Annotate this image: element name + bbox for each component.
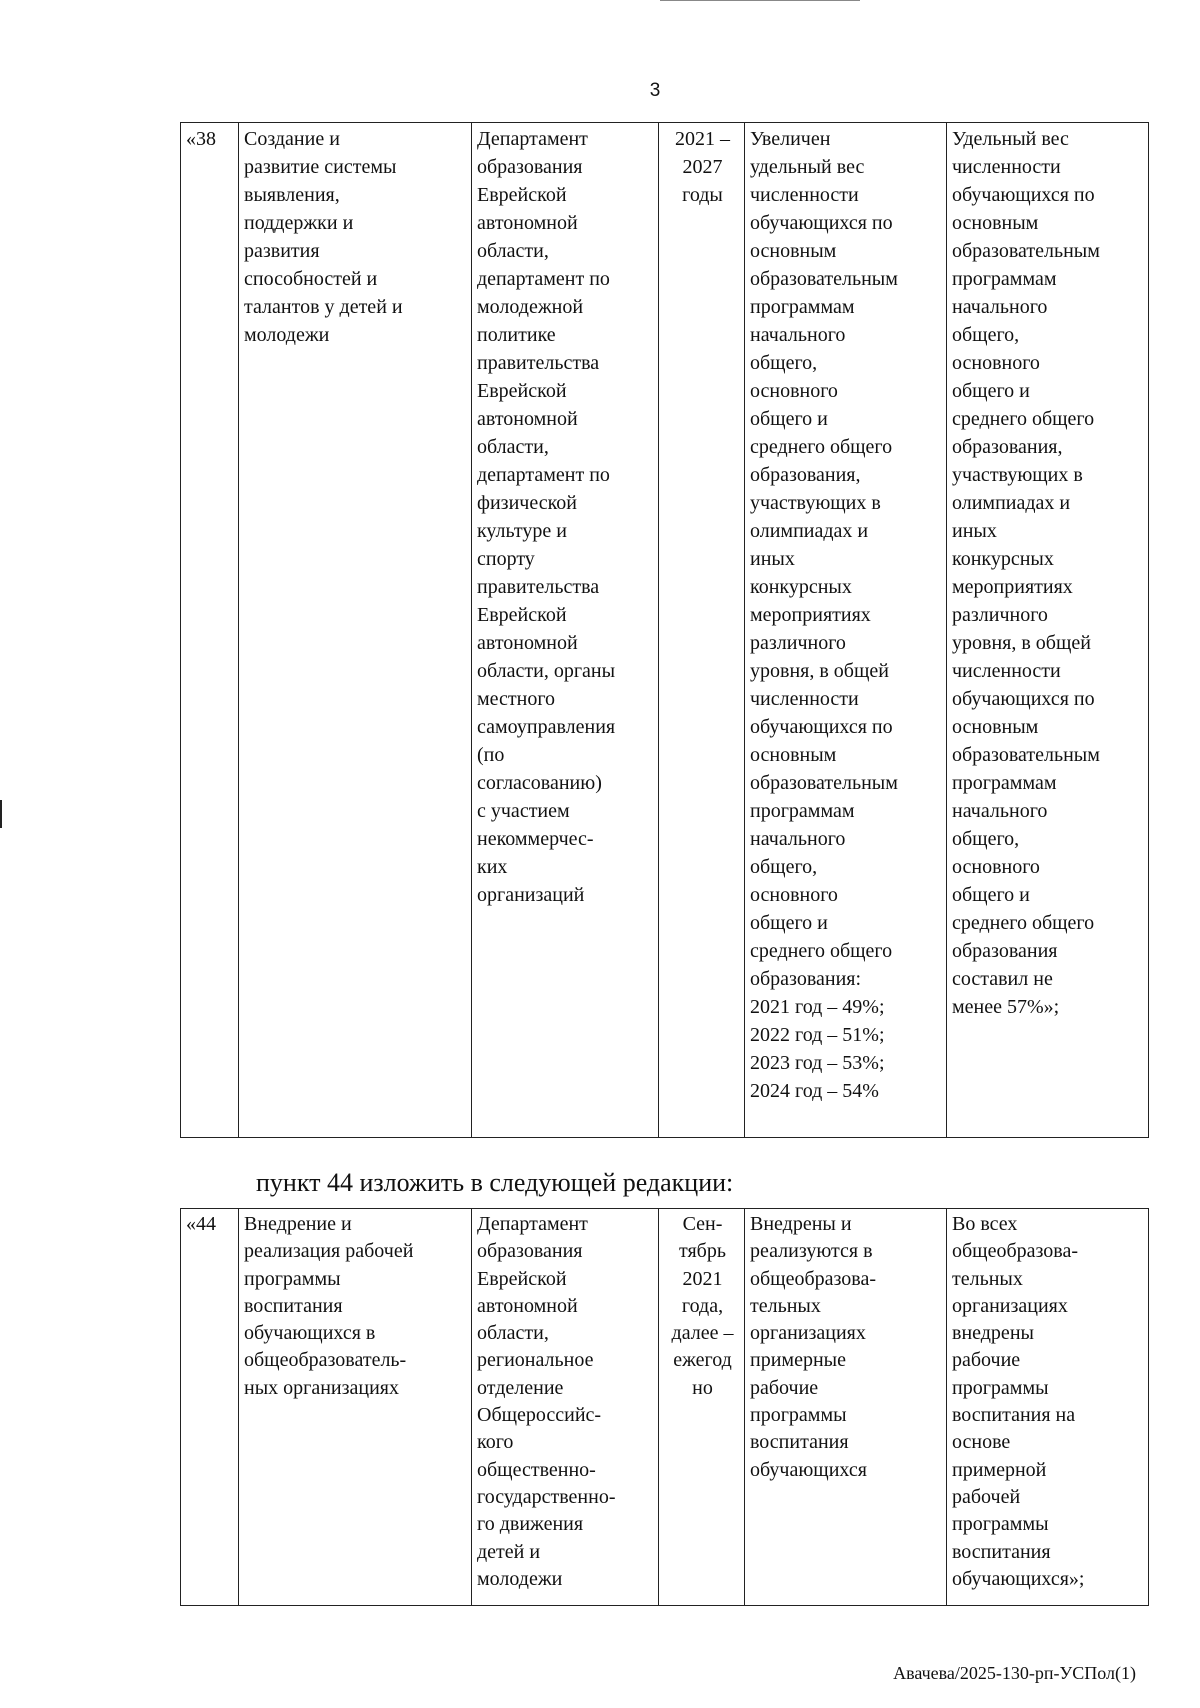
target-indicator: Во всех общеобразова- тельных организациях внедрены рабочие программы воспитания на основе примерной рабочей программы воспитания обучающихся»;: [947, 1209, 1149, 1606]
implementation-period: Сен- тябрь 2021 года, далее – ежегод но: [659, 1209, 745, 1606]
expected-result: Увеличен удельный вес численности обучающихся по основным образовательным программам начального общего, основного общего и среднего общего образования, участвующих в олимпиадах и иных конкурсных мероприятиях различного уровня, в общей численности обучающихся по основным образовательным программам начального общего, основного общего и среднего общего образования: 2021 год – 49%; 2022 год – 51%; 2023 год – 53%; 2024 год – 54%: [745, 123, 947, 1138]
target-indicator: Удельный вес численности обучающихся по основным образовательным программам начального общего, основного общего и среднего общего образования, участвующих в олимпиадах и иных конкурсных мероприятиях различного уровня, в общей численности обучающихся по основным образовательным программам начального общего, основного общего и среднего общего образования составил не менее 57%»;: [947, 123, 1149, 1138]
measure-name: Создание и развитие системы выявления, поддержки и развития способностей и талантов у детей и молодежи: [239, 123, 472, 1138]
table-row: [181, 1209, 1149, 1606]
document-reference-footer: Авачева/2025-130-рп-УСПол(1): [893, 1663, 1136, 1683]
implementation-period: 2021 – 2027 годы: [659, 123, 745, 1138]
row-number: «44: [181, 1209, 239, 1606]
measure-name: Внедрение и реализация рабочей программы воспитания обучающихся в общеобразователь- ных организациях: [239, 1209, 472, 1606]
expected-result: Внедрены и реализуются в общеобразова- тельных организациях примерные рабочие программы воспитания обучающихся: [745, 1209, 947, 1606]
responsible-executor: Департамент образования Еврейской автономной области, региональное отделение Общероссийс- кого общественно- государственно- го движения детей и молодежи: [472, 1209, 659, 1606]
scan-edge-mark: [660, 0, 860, 1]
measures-table-row-44: [180, 1208, 1149, 1606]
responsible-executor: Департамент образования Еврейской автономной области, департамент по молодежной политике правительства Еврейской автономной области, департамент по физической культуре и спорту правительства Еврейской автономной области, органы местного самоуправления (по согласованию) с участием некоммерчес- ких организаций: [472, 123, 659, 1138]
measures-table-row-38: [180, 122, 1149, 1138]
table-row: [181, 123, 1149, 1138]
amendment-instruction: пункт 44 изложить в следующей редакции:: [256, 1168, 734, 1197]
row-number: «38: [181, 123, 239, 1138]
scan-edge-mark: [0, 800, 2, 828]
page-number: 3: [649, 80, 661, 101]
